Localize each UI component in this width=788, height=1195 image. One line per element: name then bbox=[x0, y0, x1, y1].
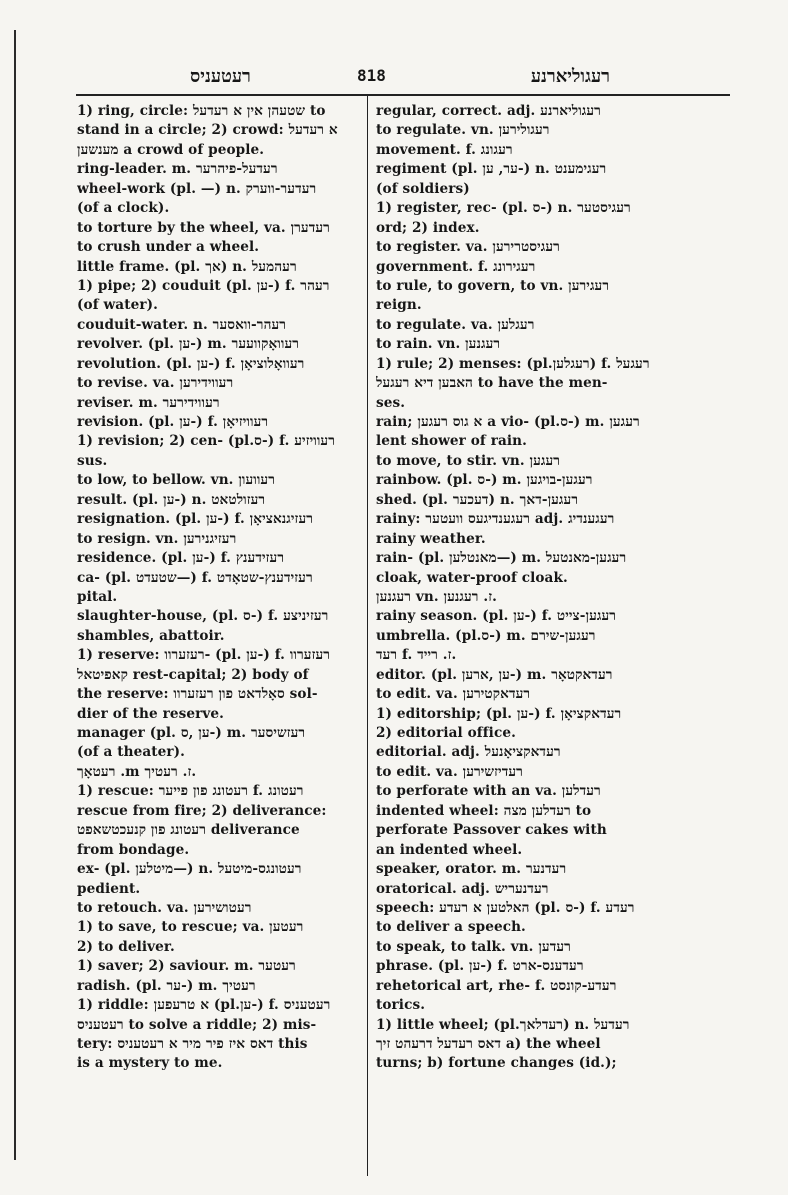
dictionary-line: ex- (pl. מיטלען—) n. רעטונגס-מיטעל bbox=[77, 861, 302, 878]
dictionary-line: to low, to bellow. vn. רעוועון bbox=[77, 472, 276, 489]
dictionary-line: turns; b) fortune changes (id.); bbox=[376, 1055, 617, 1072]
dictionary-line: couduit-water. n. רעהר-וואסער bbox=[77, 316, 287, 333]
dictionary-line: to regulate. vn. רעגולירען bbox=[376, 122, 550, 139]
dictionary-line: 1) riddle: א טרעפען (pl.ען-) f. רעטעניס bbox=[77, 997, 331, 1014]
dictionary-line: speech: האלטען א רעדע (pl. ס-) f. רעדע bbox=[376, 899, 635, 916]
dictionary-line: manager (pl. ען ,ס-) m. רעזשיסער bbox=[77, 725, 306, 741]
dictionary-line: the reserve: סאָלדאט פון רעזערוו sol- bbox=[77, 686, 318, 703]
dictionary-line: rainbow. (pl. ס-) m. רעגען-בויגען bbox=[376, 472, 593, 489]
dictionary-line: is a mystery to me. bbox=[77, 1055, 223, 1072]
dictionary-line: speaker, orator. m. רעדנער bbox=[376, 861, 567, 878]
dictionary-line: an indented wheel. bbox=[376, 841, 523, 858]
dictionary-line: מענשען a crowd of people. bbox=[77, 141, 265, 158]
dictionary-line: resignation. (pl. ען-) f. רעזיגנאציאָן bbox=[77, 511, 314, 528]
dictionary-line: editorial. adj. רעדאקציאָנעל bbox=[376, 744, 561, 761]
dictionary-line: 1) pipe; 2) couduit (pl. ען-) f. רעהר bbox=[77, 277, 330, 294]
dictionary-line: shed. (pl. דעכער) n. רעגען-דאך bbox=[376, 491, 579, 508]
dictionary-line: pedient. bbox=[77, 880, 141, 897]
dictionary-line: reviser. m. רעווידירער bbox=[77, 394, 220, 411]
dictionary-line: 1) revision; 2) cen- (pl.ס-) f. רעוויזיע bbox=[77, 433, 335, 450]
dictionary-line: residence. (pl. ען-) f. רעזידענץ bbox=[77, 550, 285, 567]
dictionary-line: רעטעניס to solve a riddle; 2) mis- bbox=[77, 1016, 317, 1033]
left-column bbox=[77, 102, 367, 1074]
dictionary-line: from bondage. bbox=[77, 841, 190, 858]
dictionary-line: (of soldiers) bbox=[376, 180, 470, 197]
dictionary-line: rescue from fire; 2) deliverance: bbox=[77, 802, 327, 819]
dictionary-line: to resign. vn. רעזיגנירען bbox=[77, 530, 237, 547]
dictionary-line: to revise. va. רעווידירען bbox=[77, 375, 234, 392]
dictionary-line: umbrella. (pl.ס-) m. רעגען-שירם bbox=[376, 627, 596, 644]
dictionary-line: רעגנען vn. ז. רעגנען. bbox=[376, 588, 497, 605]
dictionary-line: torics. bbox=[376, 997, 426, 1014]
dictionary-line: (of water). bbox=[77, 297, 158, 314]
dictionary-line: האבען דיא רעגעל to have the men- bbox=[376, 375, 608, 392]
dictionary-line: to move, to stir. vn. רעגען bbox=[376, 452, 561, 469]
dictionary-line: 1) to save, to rescue; va. רעטען bbox=[77, 919, 304, 936]
dictionary-line: stand in a circle; 2) crowd: א רעדעל bbox=[77, 122, 338, 139]
dictionary-line: 2) editorial office. bbox=[376, 725, 516, 741]
dictionary-line: to speak, to talk. vn. רעדען bbox=[376, 938, 571, 955]
dictionary-line: to rain. vn. רעגנען bbox=[376, 336, 501, 353]
dictionary-line: regular, correct. adj. רעגוליארנע bbox=[376, 103, 601, 119]
header-left-word: רעטעניס bbox=[190, 66, 251, 87]
dictionary-line: to crush under a wheel. bbox=[77, 239, 260, 256]
dictionary-line: tery: דאס איז פיר מיר א רעטעניס this bbox=[77, 1036, 308, 1052]
dictionary-line: regiment (pl. ער, ען-) n. רעגימענט bbox=[376, 161, 607, 178]
dictionary-line: revision. (pl. ען-) f. רעוויזיאָן bbox=[77, 414, 269, 430]
dictionary-line: phrase. (pl. ען-) f. רעדענס-ארט bbox=[376, 958, 584, 975]
dictionary-line: to torture by the wheel, va. רעדערן bbox=[77, 219, 330, 236]
dictionary-line: to regulate. va. רעגלען bbox=[376, 316, 535, 333]
dictionary-line: pital. bbox=[77, 588, 118, 605]
dictionary-line: movement. f. רעגונג bbox=[376, 141, 513, 158]
dictionary-line: רעטונג פון קנעכטשאפט deliverance bbox=[77, 822, 300, 839]
dictionary-line: perforate Passover cakes with bbox=[376, 822, 607, 839]
dictionary-line: reign. bbox=[376, 297, 422, 314]
dictionary-line: 1) rescue: רעטונג פון פייער f. רעטונג bbox=[77, 783, 304, 800]
dictionary-line: to edit. va. רעדיזשירען bbox=[376, 763, 523, 780]
dictionary-line: sus. bbox=[77, 452, 108, 469]
dictionary-line: 1) saver; 2) saviour. m. רעטער bbox=[77, 958, 296, 975]
dictionary-line: 1) register, rec- (pl. ס-) n. רעגיסטער bbox=[376, 200, 631, 217]
dictionary-line: wheel-work (pl. —) n. רעדער-ווערק bbox=[77, 180, 317, 197]
dictionary-line: ca- (pl. שטעדט—) f. רעזידענץ-שטאָדט bbox=[77, 569, 313, 586]
dictionary-line: 1) reserve: רעזערוו- (pl. ען-) f. רעזערוו bbox=[77, 647, 331, 664]
dictionary-line: to retouch. va. רעטושירען bbox=[77, 899, 252, 916]
dictionary-line: government. f. רעגירונג bbox=[376, 258, 536, 275]
dictionary-line: רעטאָך .m ז. רעטיך. bbox=[77, 763, 197, 780]
dictionary-line: (of a clock). bbox=[77, 200, 170, 217]
dictionary-line: to register. va. רעגיסטרירען bbox=[376, 239, 560, 256]
dictionary-line: רעד f. ז. רייד. bbox=[376, 647, 457, 664]
dictionary-line: revolution. (pl. ען-) f. רעוואָלוציאָן bbox=[77, 355, 305, 372]
dictionary-line: cloak, water-proof cloak. bbox=[376, 569, 568, 586]
dictionary-line: shambles, abattoir. bbox=[77, 627, 225, 644]
running-header bbox=[70, 66, 732, 90]
dictionary-line: revolver. (pl. ען-) m. רעוואָקוועער bbox=[77, 336, 300, 353]
dictionary-line: 1) rule; 2) menses: (pl.רעגלען) f. רעגעל bbox=[376, 355, 650, 372]
page-number: 818 bbox=[357, 66, 386, 85]
dictionary-line: ses. bbox=[376, 394, 406, 411]
dictionary-line: dier of the reserve. bbox=[77, 705, 224, 722]
dictionary-line: קאפיטאל rest-capital; 2) body of bbox=[77, 666, 309, 683]
dictionary-line: little frame. (pl. אך) n. רעהמעל bbox=[77, 258, 297, 275]
dictionary-line: 1) editorship; (pl. ען-) f. רעדאקציאָן bbox=[376, 705, 622, 722]
dictionary-line: oratorical. adj. רעדנעריש bbox=[376, 880, 549, 897]
dictionary-line: rainy weather. bbox=[376, 530, 486, 547]
dictionary-line: ord; 2) index. bbox=[376, 219, 480, 236]
header-rule bbox=[76, 94, 730, 96]
dictionary-line: rain- (pl. מאנטלען—) m. רעגען-מאנטעל bbox=[376, 550, 627, 567]
dictionary-line: (of a theater). bbox=[77, 744, 185, 761]
page-edge-line bbox=[14, 30, 16, 1160]
dictionary-line: to edit. va. רעדאקטירען bbox=[376, 686, 531, 703]
dictionary-line: דאס רעדעל דרעהט זיך a) the wheel bbox=[376, 1036, 601, 1052]
dictionary-line: lent shower of rain. bbox=[376, 433, 527, 450]
dictionary-line: 2) to deliver. bbox=[77, 938, 175, 955]
dictionary-line: 1) little wheel; (pl.רעדלאך) n. רעדעל bbox=[376, 1016, 630, 1033]
dictionary-line: rain; א גוס רעגען a vio- (pl.ס-) m. רעגען bbox=[376, 414, 640, 430]
header-right-word: רעגוליארנע bbox=[530, 66, 610, 87]
dictionary-line: rehetorical art, rhe- f. רעדע-קונסט bbox=[376, 977, 617, 994]
dictionary-line: to perforate with an va. רעדלען bbox=[376, 783, 601, 800]
dictionary-line: rainy season. (pl. ען-) f. רעגען-צייט bbox=[376, 608, 617, 625]
column-divider bbox=[367, 96, 368, 1176]
dictionary-line: to deliver a speech. bbox=[376, 919, 526, 936]
dictionary-line: slaughter-house, (pl. ס-) f. רעזיניצע bbox=[77, 608, 329, 625]
dictionary-line: 1) ring, circle: שטעהן אין א רעדעל to bbox=[77, 103, 326, 119]
dictionary-line: indented wheel: רעדלען מצה to bbox=[376, 802, 592, 819]
dictionary-line: radish. (pl. ער-) m. רעטיך bbox=[77, 977, 256, 994]
dictionary-line: ring-leader. m. רעדעל-פיהרער bbox=[77, 161, 278, 178]
dictionary-line: editor. (pl. ען ,ארען-) m. רעדאקטאָר bbox=[376, 666, 613, 683]
dictionary-line: rainy: רעגענדיגעס וועטער adj. רעגענדיג bbox=[376, 511, 615, 528]
dictionary-line: result. (pl. ען-) n. רעזולטאט bbox=[77, 491, 266, 508]
right-column bbox=[376, 102, 666, 1074]
dictionary-line: to rule, to govern, to vn. רעגירען bbox=[376, 277, 610, 294]
